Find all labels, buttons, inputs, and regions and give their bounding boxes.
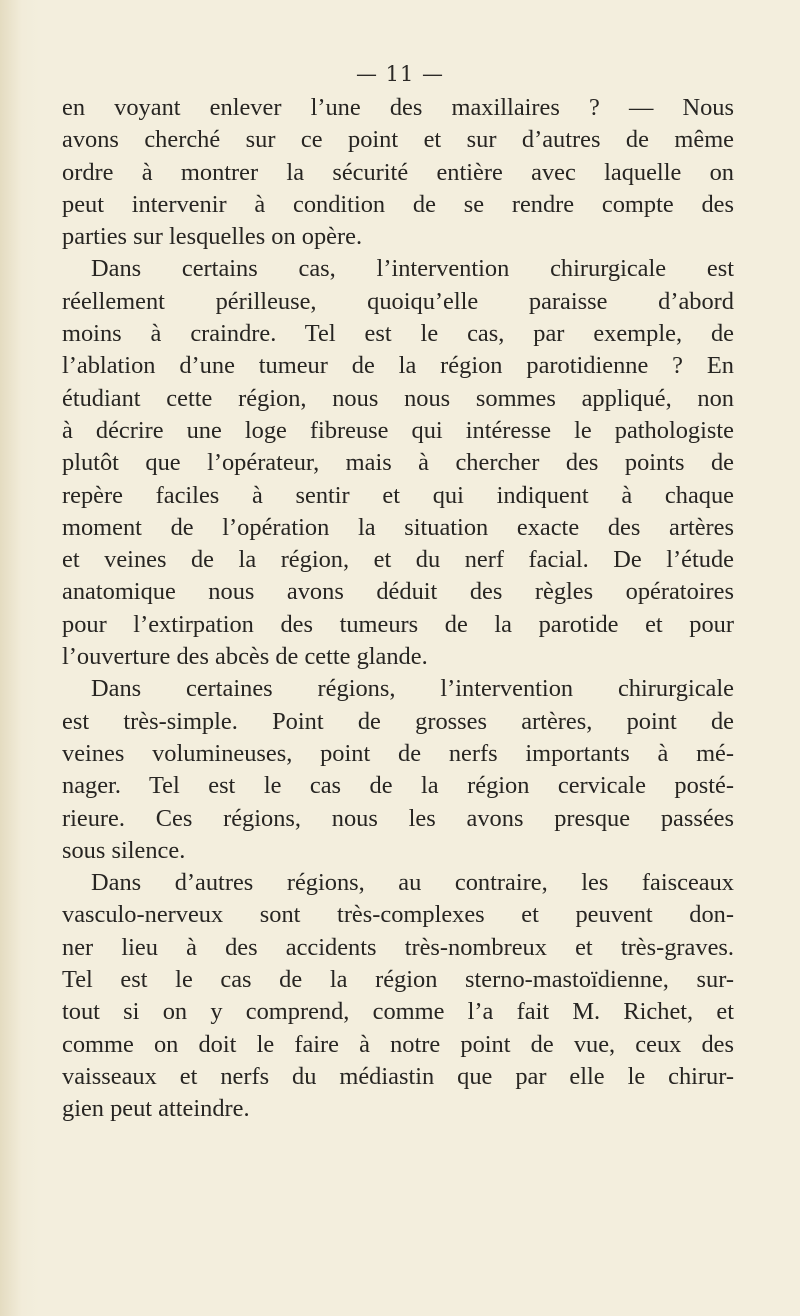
text-line: ordre à montrer la sécurité entière avec laquelle on: [62, 158, 734, 186]
text-line: Tel est le cas de la région sterno-mastoïdienne, sur-: [62, 966, 734, 994]
text-line: comme on doit le faire à notre point de vue, ceux des: [62, 1030, 734, 1058]
text-line: réellement périlleuse, quoiqu’elle paraisse d’abord: [62, 287, 734, 315]
text-line: parties sur lesquelles on opère.: [62, 223, 363, 251]
text-line: l’ablation d’une tumeur de la région parotidienne ? En: [62, 352, 734, 380]
body-text: [62, 92, 734, 1126]
text-line: sous silence.: [62, 836, 186, 864]
text-line: moins à craindre. Tel est le cas, par exemple, de: [62, 320, 734, 348]
text-line: tout si on y comprend, comme l’a fait M. Richet, et: [62, 998, 734, 1026]
text-line: veines volumineuses, point de nerfs importants à mé-: [62, 739, 734, 767]
text-line: en voyant enlever l’une des maxillaires ? — Nous: [62, 94, 734, 121]
text-line: ner lieu à des accidents très-nombreux et très-graves.: [62, 933, 734, 961]
text-line: Dans certaines régions, l’intervention chirurgicale: [91, 675, 734, 703]
text-line: gien peut atteindre.: [62, 1095, 250, 1123]
text-line: Dans certains cas, l’intervention chirurgicale est: [91, 255, 734, 283]
text-line: moment de l’opération la situation exacte des artères: [62, 513, 734, 541]
text-line: étudiant cette région, nous nous sommes appliqué, non: [62, 384, 734, 412]
text-line: vasculo-nerveux sont très-complexes et peuvent don-: [62, 901, 734, 929]
text-line: avons cherché sur ce point et sur d’autres de même: [62, 126, 734, 154]
text-line: repère faciles à sentir et qui indiquent à chaque: [62, 481, 734, 509]
text-line: Dans d’autres régions, au contraire, les faisceaux: [91, 869, 734, 897]
text-line: anatomique nous avons déduit des règles opératoires: [62, 578, 734, 606]
text-line: plutôt que l’opérateur, mais à chercher des points de: [62, 449, 734, 477]
text-line: l’ouverture des abcès de cette glande.: [62, 643, 428, 671]
text-line: peut intervenir à condition de se rendre compte des: [62, 190, 734, 218]
text-line: pour l’extirpation des tumeurs de la parotide et pour: [62, 610, 734, 638]
text-line: à décrire une loge fibreuse qui intéresse le pathologiste: [62, 416, 734, 444]
text-line: rieure. Ces régions, nous les avons presque passées: [62, 804, 734, 832]
text-line: vaisseaux et nerfs du médiastin que par elle le chirur-: [62, 1062, 734, 1090]
text-line: est très-simple. Point de grosses artères, point de: [62, 707, 734, 735]
text-line: nager. Tel est le cas de la région cervicale posté-: [62, 772, 734, 800]
page-number: — 11 —: [355, 62, 445, 86]
text-line: et veines de la région, et du nerf facial. De l’étude: [62, 546, 734, 574]
